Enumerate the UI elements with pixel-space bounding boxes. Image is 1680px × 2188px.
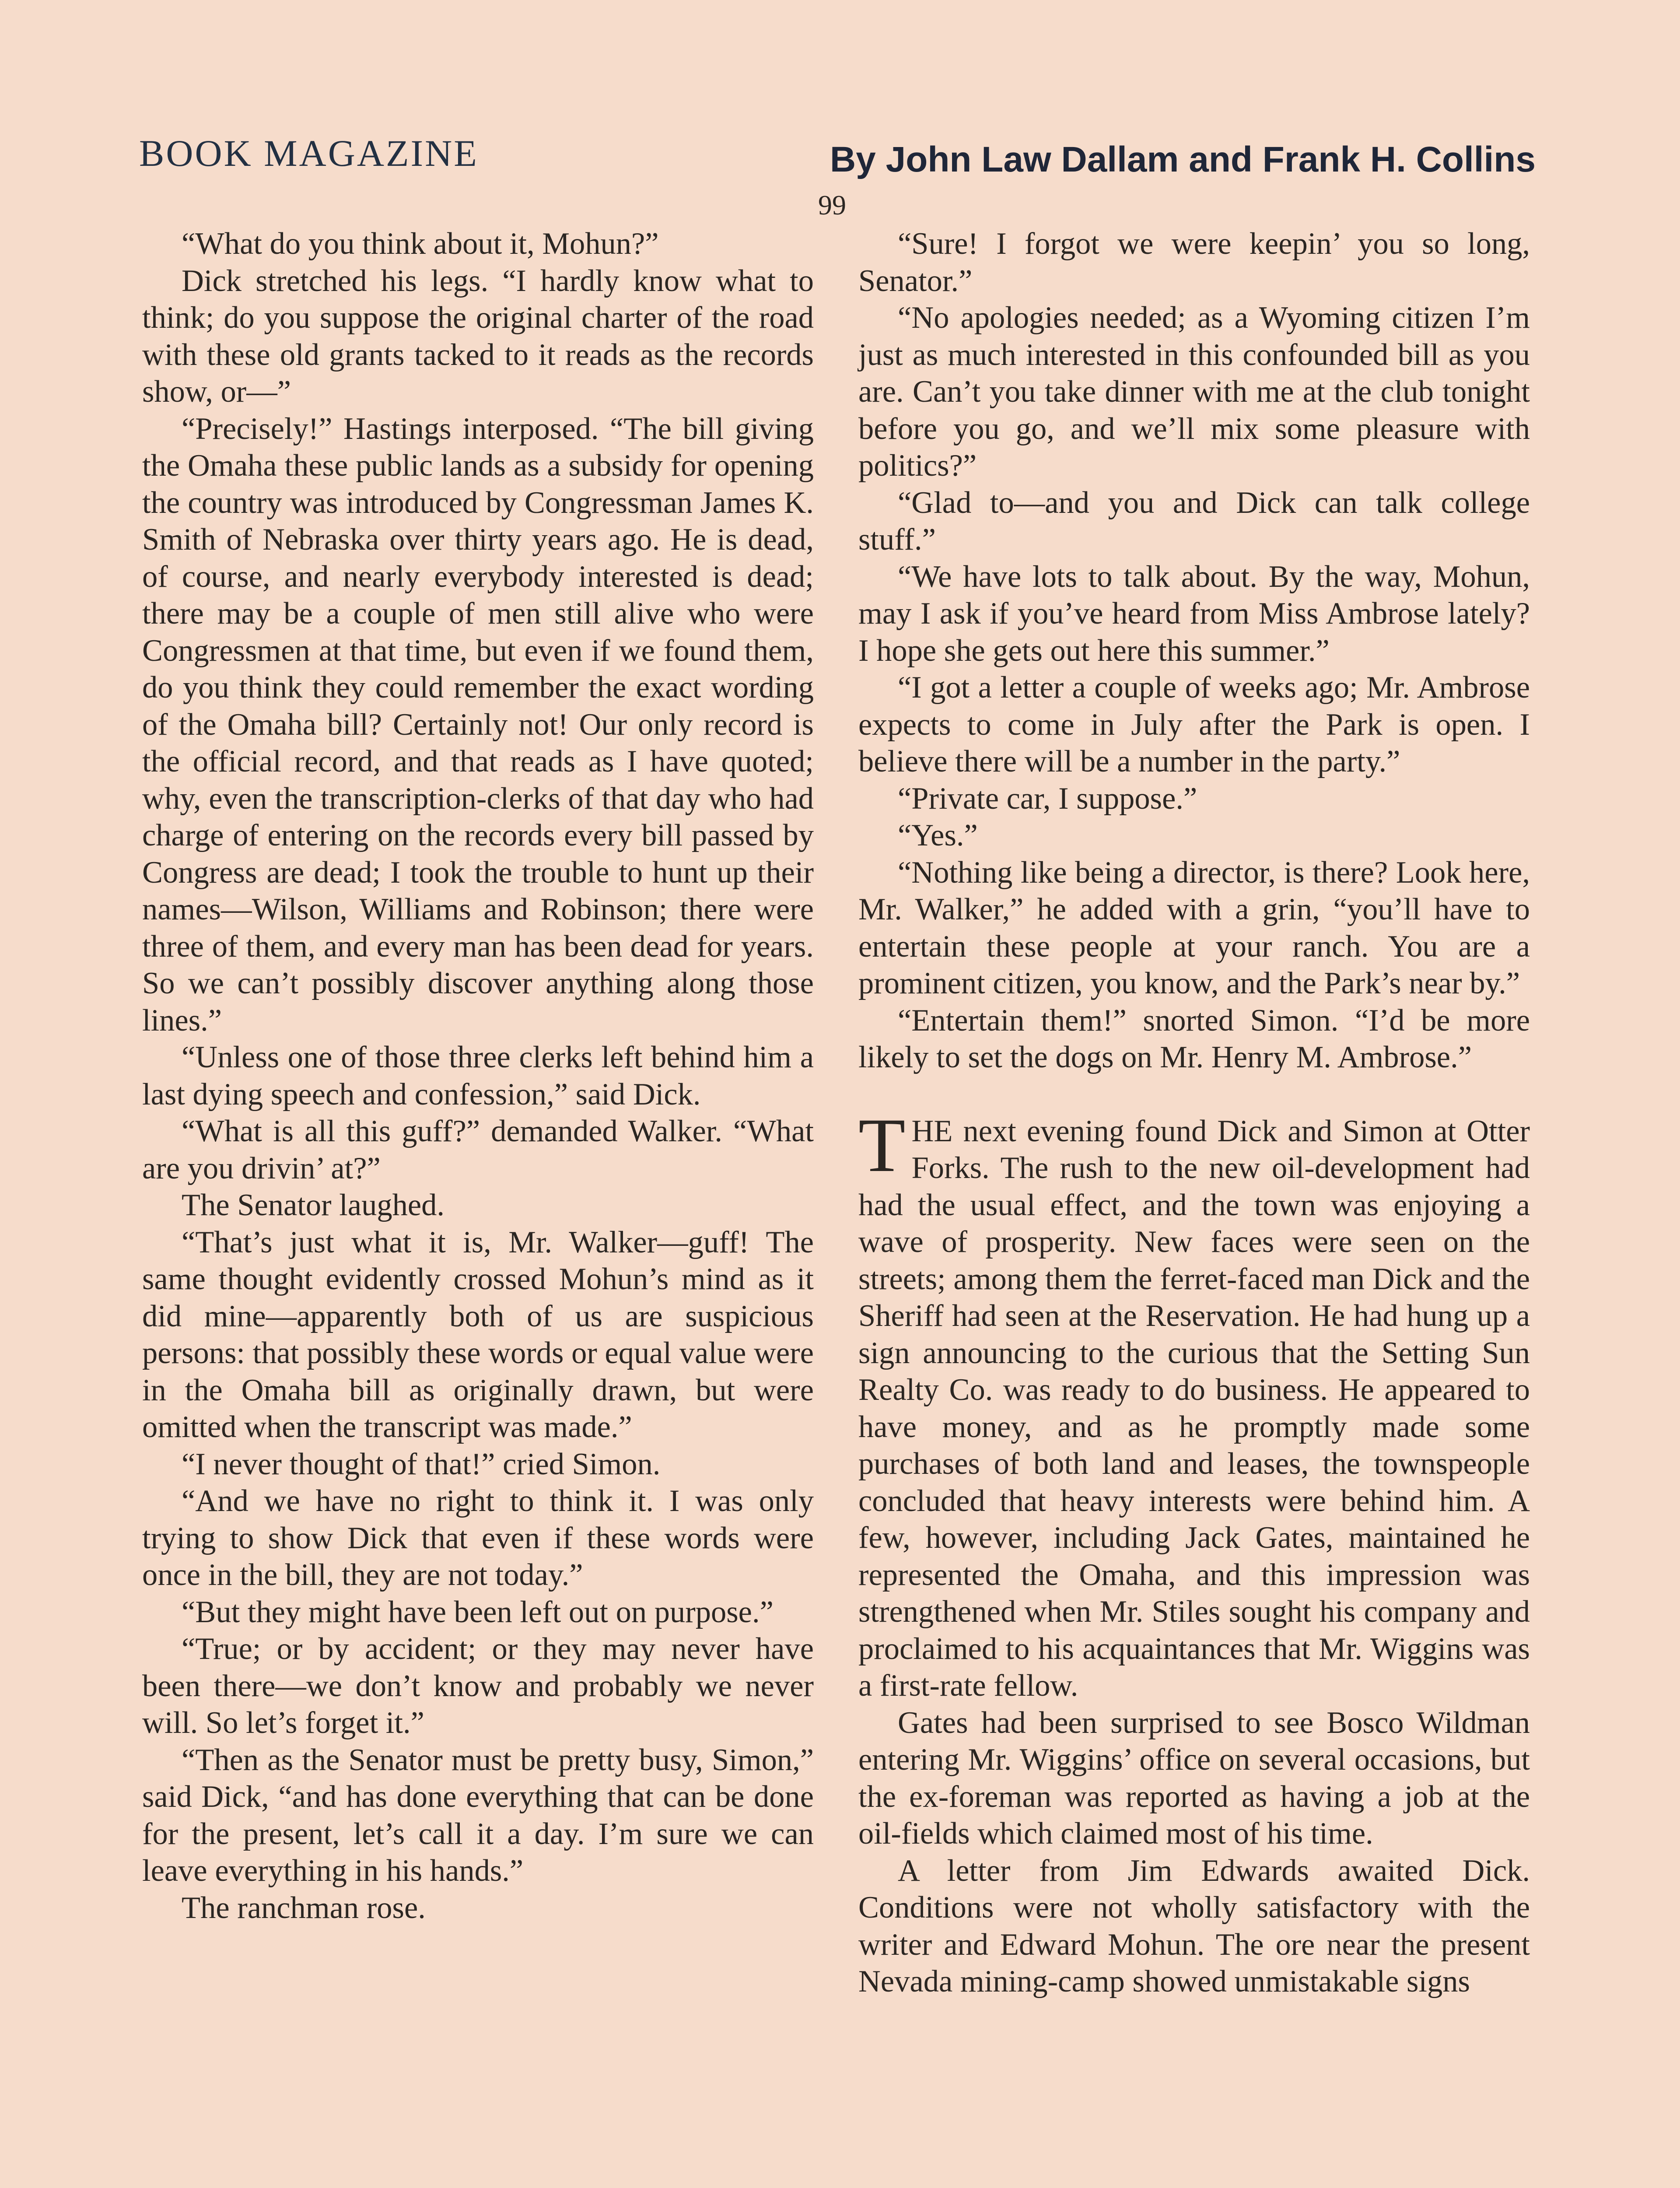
paragraph: “Glad to—and you and Dick can talk college stuff.” <box>858 485 1530 557</box>
paragraph: “I never thought of that!” cried Simon. <box>182 1447 661 1481</box>
paragraph: “Then as the Senator must be pretty busy, Simon,” said Dick, “and has done everything that can be done for the present, let’s call it a day. I’m sure we can leave everything in his hands.” <box>142 1743 814 1888</box>
paragraph: “We have lots to talk about. By the way, Mohun, may I ask if you’ve heard from Miss Ambrose lately? I hope she gets out here this summer.” <box>858 559 1530 668</box>
paragraph: “Sure! I forgot we were keepin’ you so long, Senator.” <box>858 227 1530 298</box>
author-byline: By John Law Dallam and Frank H. Collins <box>830 140 1536 179</box>
paragraph: “Nothing like being a director, is there? Look here, Mr. Walker,” he added with a grin, “you’ll have to entertain these people at your ranch. You are a prominent citizen, you know, and the Park’s near by.” <box>858 855 1530 1000</box>
paragraph: “And we have no right to think it. I was only trying to show Dick that even if these words were once in the bill, they are not today.” <box>142 1484 814 1592</box>
paragraph: “Precisely!” Hastings interposed. “The bill giving the Omaha these public lands as a subsidy for opening the country was introduced by Congressman James K. Smith of Nebraska over thirty years ago. He is dead, of course, and nearly everybody interested is dead; there may be a couple of men still alive who were Congressmen at that time, but even if we found them, do you think they could remember the exact wording of the Omaha bill? Certainly not! Our only record is the official record, and that reads as I have quoted; why, even the transcription-clerks of that day who had charge of entering on the records every bill passed by Congress are dead; I took the trouble to hunt up their names—Wilson, Williams and Robinson; there were three of them, and every man has been dead for years. So we can’t possibly discover anything along those lines.” <box>142 411 814 1038</box>
left-column <box>142 225 814 1926</box>
paragraph: “Unless one of those three clerks left behind him a last dying speech and confession,” said Dick. <box>142 1040 814 1112</box>
paragraph: A letter from Jim Edwards awaited Dick. Conditions were not wholly satisfactory with the writer and Edward Mohun. The ore near the present Nevada mining-camp showed unmistakable signs <box>858 1853 1530 1999</box>
paragraph: “True; or by accident; or they may never have been there—we don’t know and probably we never will. So let’s forget it.” <box>142 1632 814 1740</box>
paragraph: The Senator laughed. <box>182 1188 445 1222</box>
paragraph: “Yes.” <box>898 818 978 852</box>
section-break <box>858 1076 1530 1113</box>
drop-cap: T <box>858 1102 906 1188</box>
paragraph: Dick stretched his legs. “I hardly know what to think; do you suppose the original charter of the road with these old grants tacked to it reads as the records show, or—” <box>142 263 814 409</box>
paragraph: “No apologies needed; as a Wyoming citizen I’m just as much interested in this confounded bill as you are. Can’t you take dinner with me at the club tonight before you go, and we’ll mix some pleasure with politics?” <box>858 301 1530 483</box>
paragraph: “I got a letter a couple of weeks ago; Mr. Ambrose expects to come in July after the Park is open. I believe there will be a number in the party.” <box>858 670 1530 778</box>
paragraph: Gates had been surprised to see Bosco Wildman entering Mr. Wiggins’ office on several occasions, but the ex-foreman was reported as having a job at the oil-fields which claimed most of his time. <box>858 1705 1530 1851</box>
paragraph: “Entertain them!” snorted Simon. “I’d be more likely to set the dogs on Mr. Henry M. Ambrose.” <box>858 1003 1530 1074</box>
paragraph: “What do you think about it, Mohun?” <box>182 227 659 261</box>
paragraph: “Private car, I suppose.” <box>898 781 1197 816</box>
paragraph: “That’s just what it is, Mr. Walker—guff! The same thought evidently crossed Mohun’s mind as it did mine—apparently both of us are suspicious persons: that possibly these words or equal value were in the Omaha bill as originally drawn, but were omitted when the transcript was made.” <box>142 1225 814 1444</box>
paragraph: The ranchman rose. <box>182 1890 426 1925</box>
page-number: 99 <box>818 189 846 221</box>
paragraph: “What is all this guff?” demanded Walker. “What are you drivin’ at?” <box>142 1114 814 1185</box>
section-opening-paragraph <box>858 1102 1530 1704</box>
paragraph: “But they might have been left out on purpose.” <box>182 1595 774 1629</box>
paragraph-text: HE next evening found Dick and Simon at Otter Forks. The rush to the new oil-development had had the usual effect, and the town was enjoying a wave of prosperity. New faces were seen on the streets; among them the ferret-faced man Dick and the Sheriff had seen at the Reservation. He had hung up a sign announcing to the curious that the Setting Sun Realty Co. was ready to do business. He appeared to have money, and as he promptly made some purchases of both land and leases, the townspeople concluded that heavy interests were behind him. A few, however, including Jack Gates, maintained he represented the Omaha, and this impression was strengthened when Mr. Stiles sought his company and proclaimed to his acquaintances that Mr. Wiggins was a first-rate fellow. <box>858 1114 1530 1703</box>
right-column <box>858 225 1530 2000</box>
magazine-title: BOOK MAGAZINE <box>139 132 479 174</box>
